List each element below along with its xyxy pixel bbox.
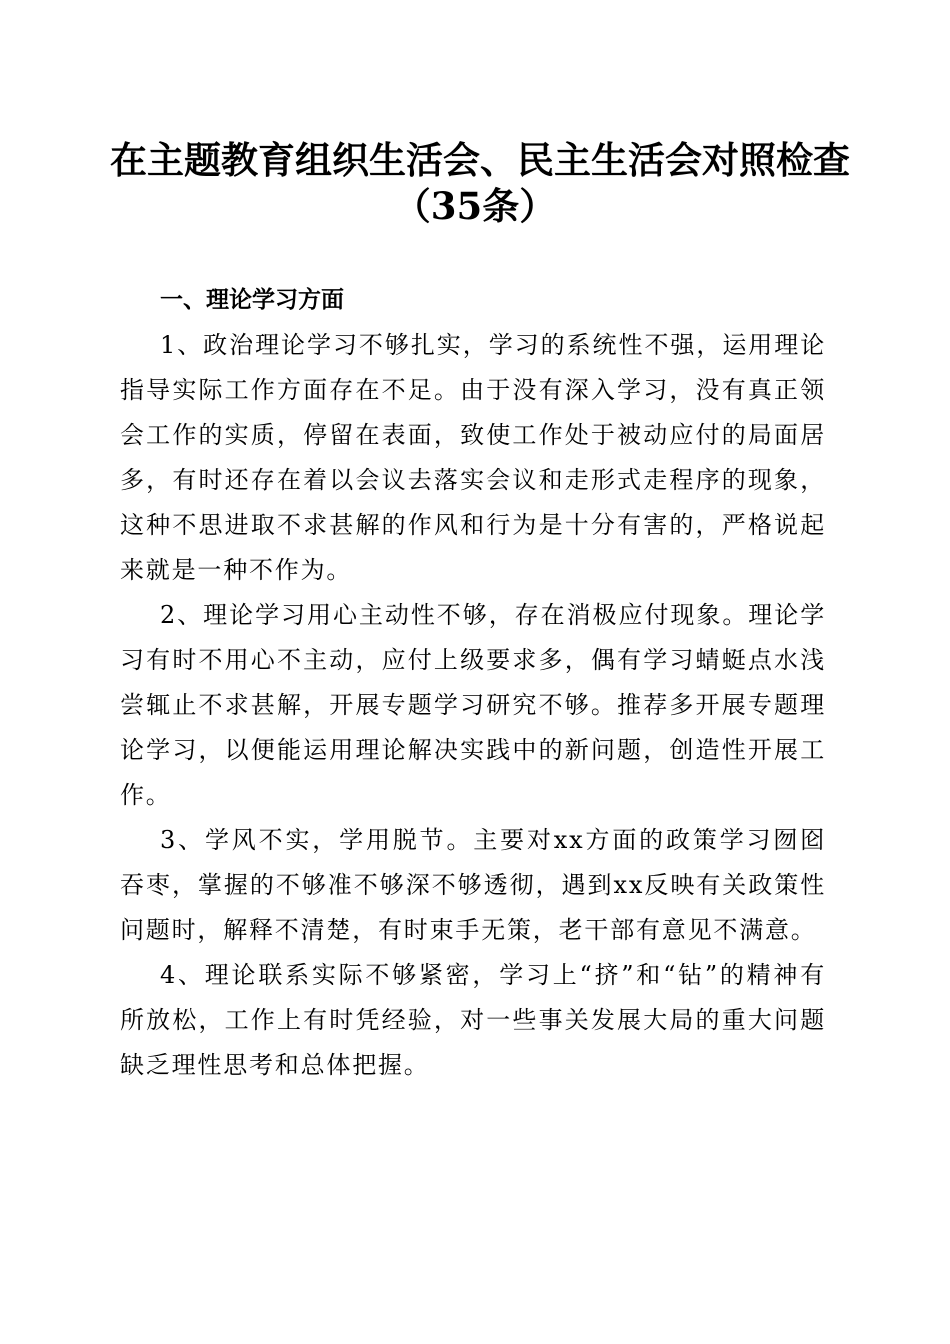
paragraph-2: 2、理论学习用心主动性不够，存在消极应付现象。理论学习有时不用心不主动，应付上级要求多，偶有学习蜻蜓点水浅尝辄止不求甚解，开展专题学习研究不够。推荐多开展专题理论学习，以便能运用理论解决实践中的新问题，创造性开展工作。 xyxy=(120,601,826,809)
section-heading: 一、理论学习方面 xyxy=(160,287,344,313)
paragraph-3: 3、学风不实，学用脱节。主要对xx方面的政策学习囫囵吞枣，掌握的不够准不够深不够透彻，遇到xx反映有关政策性问题时，解释不清楚，有时束手无策，老干部有意见不满意。 xyxy=(120,826,826,944)
document-body xyxy=(120,278,826,1088)
paragraph-1: 1、政治理论学习不够扎实，学习的系统性不强，运用理论指导实际工作方面存在不足。由于没有深入学习，没有真正领会工作的实质，停留在表面，致使工作处于被动应付的局面居多，有时还存在着以会议去落实会议和走形式走程序的现象，这种不思进取不求甚解的作风和行为是十分有害的，严格说起来就是一种不作为。 xyxy=(120,331,826,584)
paragraph-4: 4、理论联系实际不够紧密，学习上“挤”和“钻”的精神有所放松，工作上有时凭经验，对一些事关发展大局的重大问题缺乏理性思考和总体把握。 xyxy=(120,961,826,1079)
document-title-line1: 在主题教育组织生活会、民主生活会对照检查 xyxy=(110,138,850,182)
document-title-line2: （35条） xyxy=(393,184,557,228)
